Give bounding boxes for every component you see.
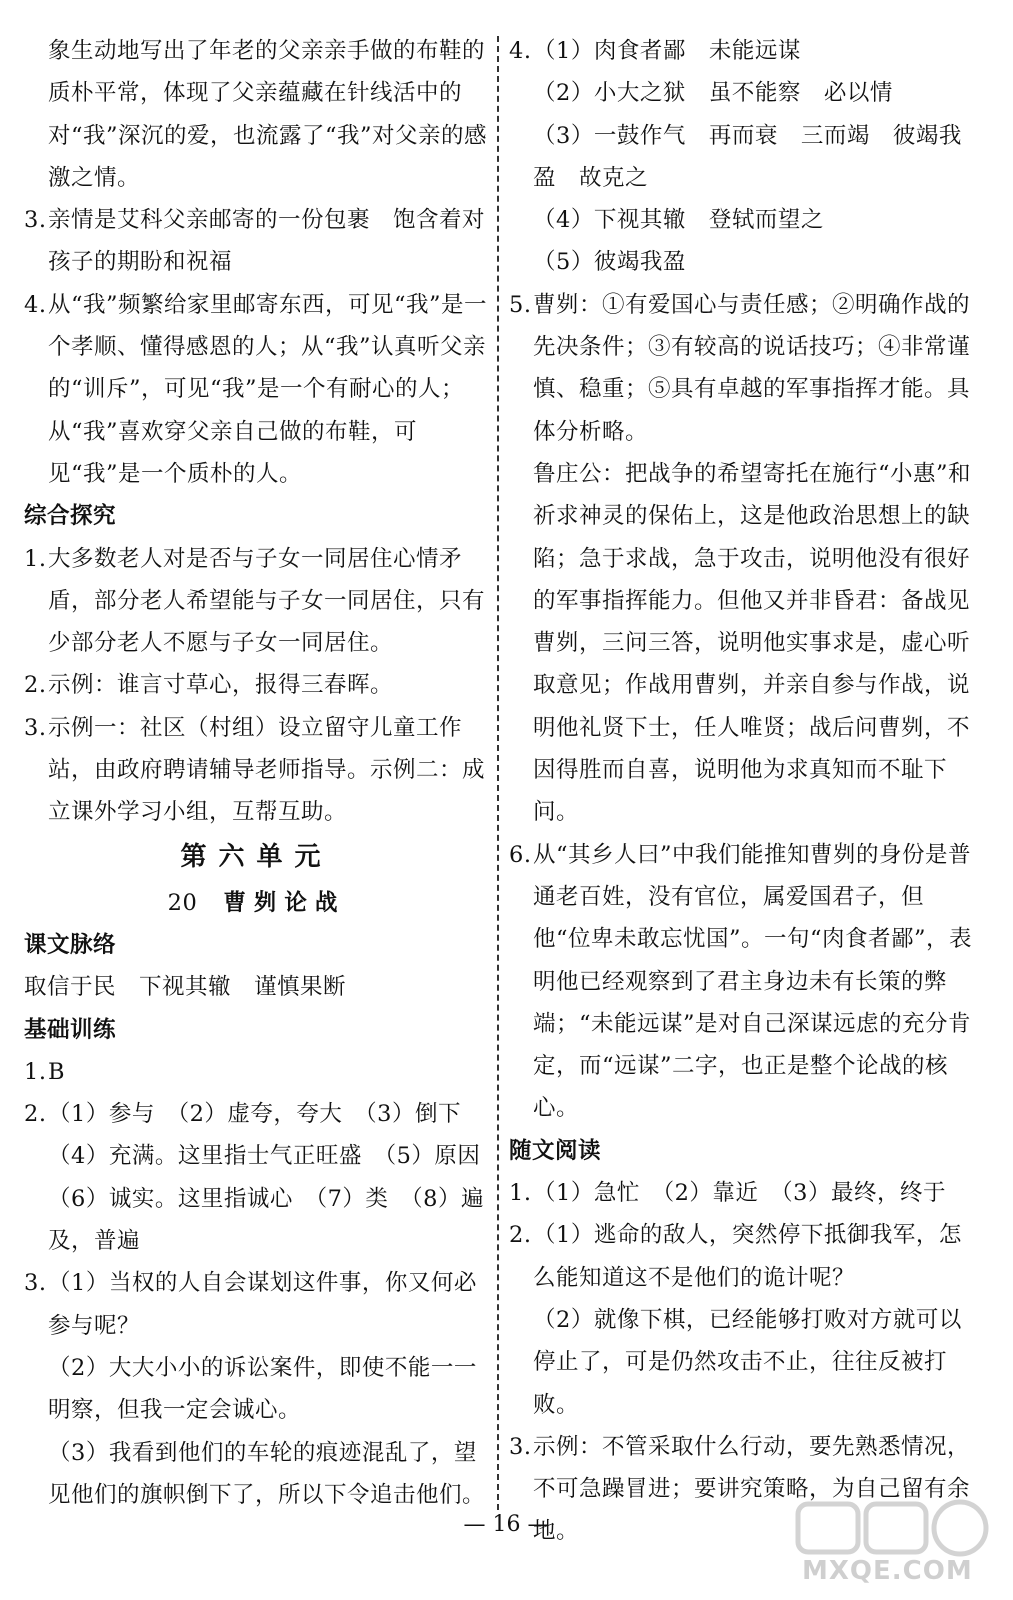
item-text: 从“我”频繁给家里邮寄东西，可见“我”是一个孝顺、懂得感恩的人；从“我”认真听父亲的“训斥”，可见“我”是一个有耐心的人；从“我”喜欢穿父亲自己做的布鞋，可见“我”是一个质朴的人。 — [48, 291, 488, 487]
item-number: 6. — [509, 841, 532, 868]
answer-subitem: 鲁庄公：把战争的希望寄托在施行“小惠”和祈求神灵的保佑上，这是他政治思想上的缺陷；急于求战，急于攻击，说明他没有很好的军事指挥能力。但他又并非昏君：备战见曹刿，三问三答，说明他实事求是，虚心听取意见；作战用曹刿，并亲自参与作战，说明他礼贤下士，任人唯贤；战后问曹刿，不因得胜而自喜，说明他为求真知而不耻下问。 — [533, 460, 972, 826]
item-text: （1）参与 （2）虚夸，夸大 （3）倒下 （4）充满。这里指士气正旺盛 （5）原因 （6）诚实。这里指诚心 （7）类 （8）遍及，普遍 — [48, 1101, 504, 1255]
mailuo-text: 取信于民 下视其辙 谨慎果断 — [24, 974, 347, 1001]
lesson-title: 曹刿论战 — [223, 889, 346, 916]
watermark-icon — [792, 1498, 997, 1558]
item-text: B — [48, 1058, 66, 1085]
lesson-number: 20 — [167, 889, 198, 916]
answer-subitem: （2）就像下棋，已经能够打败对方就可以停止了，可是仍然攻击不止，往往反被打败。 — [533, 1306, 962, 1418]
left-column — [24, 30, 504, 1516]
item-text: （1）当权的人自会谋划这件事，你又何必参与呢？ — [48, 1270, 477, 1339]
answer-item-z2 — [24, 664, 489, 706]
item-text: 从“其乡人曰”中我们能推知曹刿的身份是普通老百姓，没有官位，属爱国君子，但他“位卑未敢忘忧国”。一句“肉食者鄙”，表明他已经观察到了君主身边未有长策的弊端；“未能远谋”是对自己深谋远虑的充分肯定，而“远谋”二字，也正是整个论战的核心。 — [533, 841, 973, 1122]
answer-item-s1 — [509, 1172, 977, 1214]
answer-subitem: （2）大大小小的诉讼案件，即使不能一一明察，但我一定会诚心。 — [48, 1354, 477, 1424]
answer-item-s2 — [509, 1214, 977, 1299]
answer-item-r6 — [509, 834, 977, 1130]
column-divider — [497, 36, 499, 1510]
item-number: 1. — [24, 1058, 47, 1085]
item-number: 2. — [24, 1101, 47, 1128]
answer-item-j1 — [24, 1051, 489, 1093]
answer-item-z1 — [24, 538, 489, 665]
item-text: （1）急忙 （2）靠近 （3）最终，终于 — [533, 1180, 946, 1207]
item-text: 亲情是艾科父亲邮寄的一份包裹 饱含着对孩子的期盼和祝福 — [48, 207, 486, 276]
item-number: 5. — [509, 291, 532, 318]
item-text: 示例：谁言寸草心，报得三春晖。 — [48, 672, 394, 699]
item-number: 3. — [24, 1270, 47, 1297]
answer-subitem: （4）下视其辙 登轼而望之 — [533, 207, 824, 234]
watermark-logo — [792, 1498, 997, 1594]
unit-title: 第六单元 — [180, 841, 333, 872]
item-number: 3. — [509, 1433, 532, 1460]
section-heading-mailuo: 课文脉络 — [24, 931, 117, 958]
section-heading-zonghe: 综合探究 — [24, 503, 117, 530]
watermark-text: MXQE.COM — [802, 1556, 973, 1586]
answer-item-r5 — [509, 284, 977, 453]
item-number: 2. — [24, 672, 47, 699]
section-heading-jichu: 基础训练 — [24, 1016, 117, 1043]
answer-subitem: （3）一鼓作气 再而衰 三而竭 彼竭我盈 故克之 — [533, 122, 962, 191]
item-number: 4. — [24, 291, 47, 318]
answer-item-3 — [24, 199, 489, 284]
item-number: 3. — [24, 207, 47, 234]
answer-subitem: （3）我看到他们的车轮的痕迹混乱了，望见他们的旗帜倒下了，所以下令追击他们。 — [48, 1439, 486, 1508]
page-number: — 16 — — [463, 1512, 550, 1537]
answer-item-4 — [24, 284, 489, 495]
answer-subitem: （5）彼竭我盈 — [533, 249, 686, 276]
item-number: 2. — [509, 1222, 532, 1249]
item-text: （1）肉食者鄙 未能远谋 — [533, 38, 801, 64]
item-text: 大多数老人对是否与子女一同居住心情矛盾，部分老人希望能与子女一同居住，只有少部分老人不愿与子女一同居住。 — [48, 545, 486, 657]
item-text: 曹刿：①有爱国心与责任感；②明确作战的先决条件；③有较高的说话技巧；④非常谨慎、稳重；⑤具有卓越的军事指挥才能。具体分析略。 — [533, 291, 971, 445]
answer-paragraph: 象生动地写出了年老的父亲亲手做的布鞋的质朴平常，体现了父亲蕴藏在针线活中的对“我”深沉的爱，也流露了“我”对父亲的感激之情。 — [48, 38, 488, 191]
right-column — [509, 30, 977, 1553]
answer-item-j2 — [24, 1093, 504, 1262]
item-number: 1. — [509, 1180, 532, 1207]
lesson-heading — [24, 882, 489, 924]
item-text: 示例一：社区（村组）设立留守儿童工作站，由政府聘请辅导老师指导。示例二：成立课外学习小组，互帮互助。 — [48, 714, 486, 826]
answer-item-z3 — [24, 707, 489, 834]
item-number: 4. — [509, 38, 532, 64]
section-heading-suiwen: 随文阅读 — [509, 1137, 602, 1164]
answer-subitem: （2）小大之狱 虽不能察 必以情 — [533, 80, 893, 107]
item-text: （1）逃命的敌人，突然停下抵御我军，怎么能知道这不是他们的诡计呢？ — [533, 1222, 962, 1291]
answer-item-r4 — [509, 30, 977, 72]
item-number: 1. — [24, 545, 47, 572]
item-text: 示例：不管采取什么行动，要先熟悉情况，不可急躁冒进；要讲究策略，为自己留有余地。 — [533, 1433, 971, 1545]
answer-item-j3 — [24, 1262, 489, 1347]
item-number: 3. — [24, 714, 47, 741]
